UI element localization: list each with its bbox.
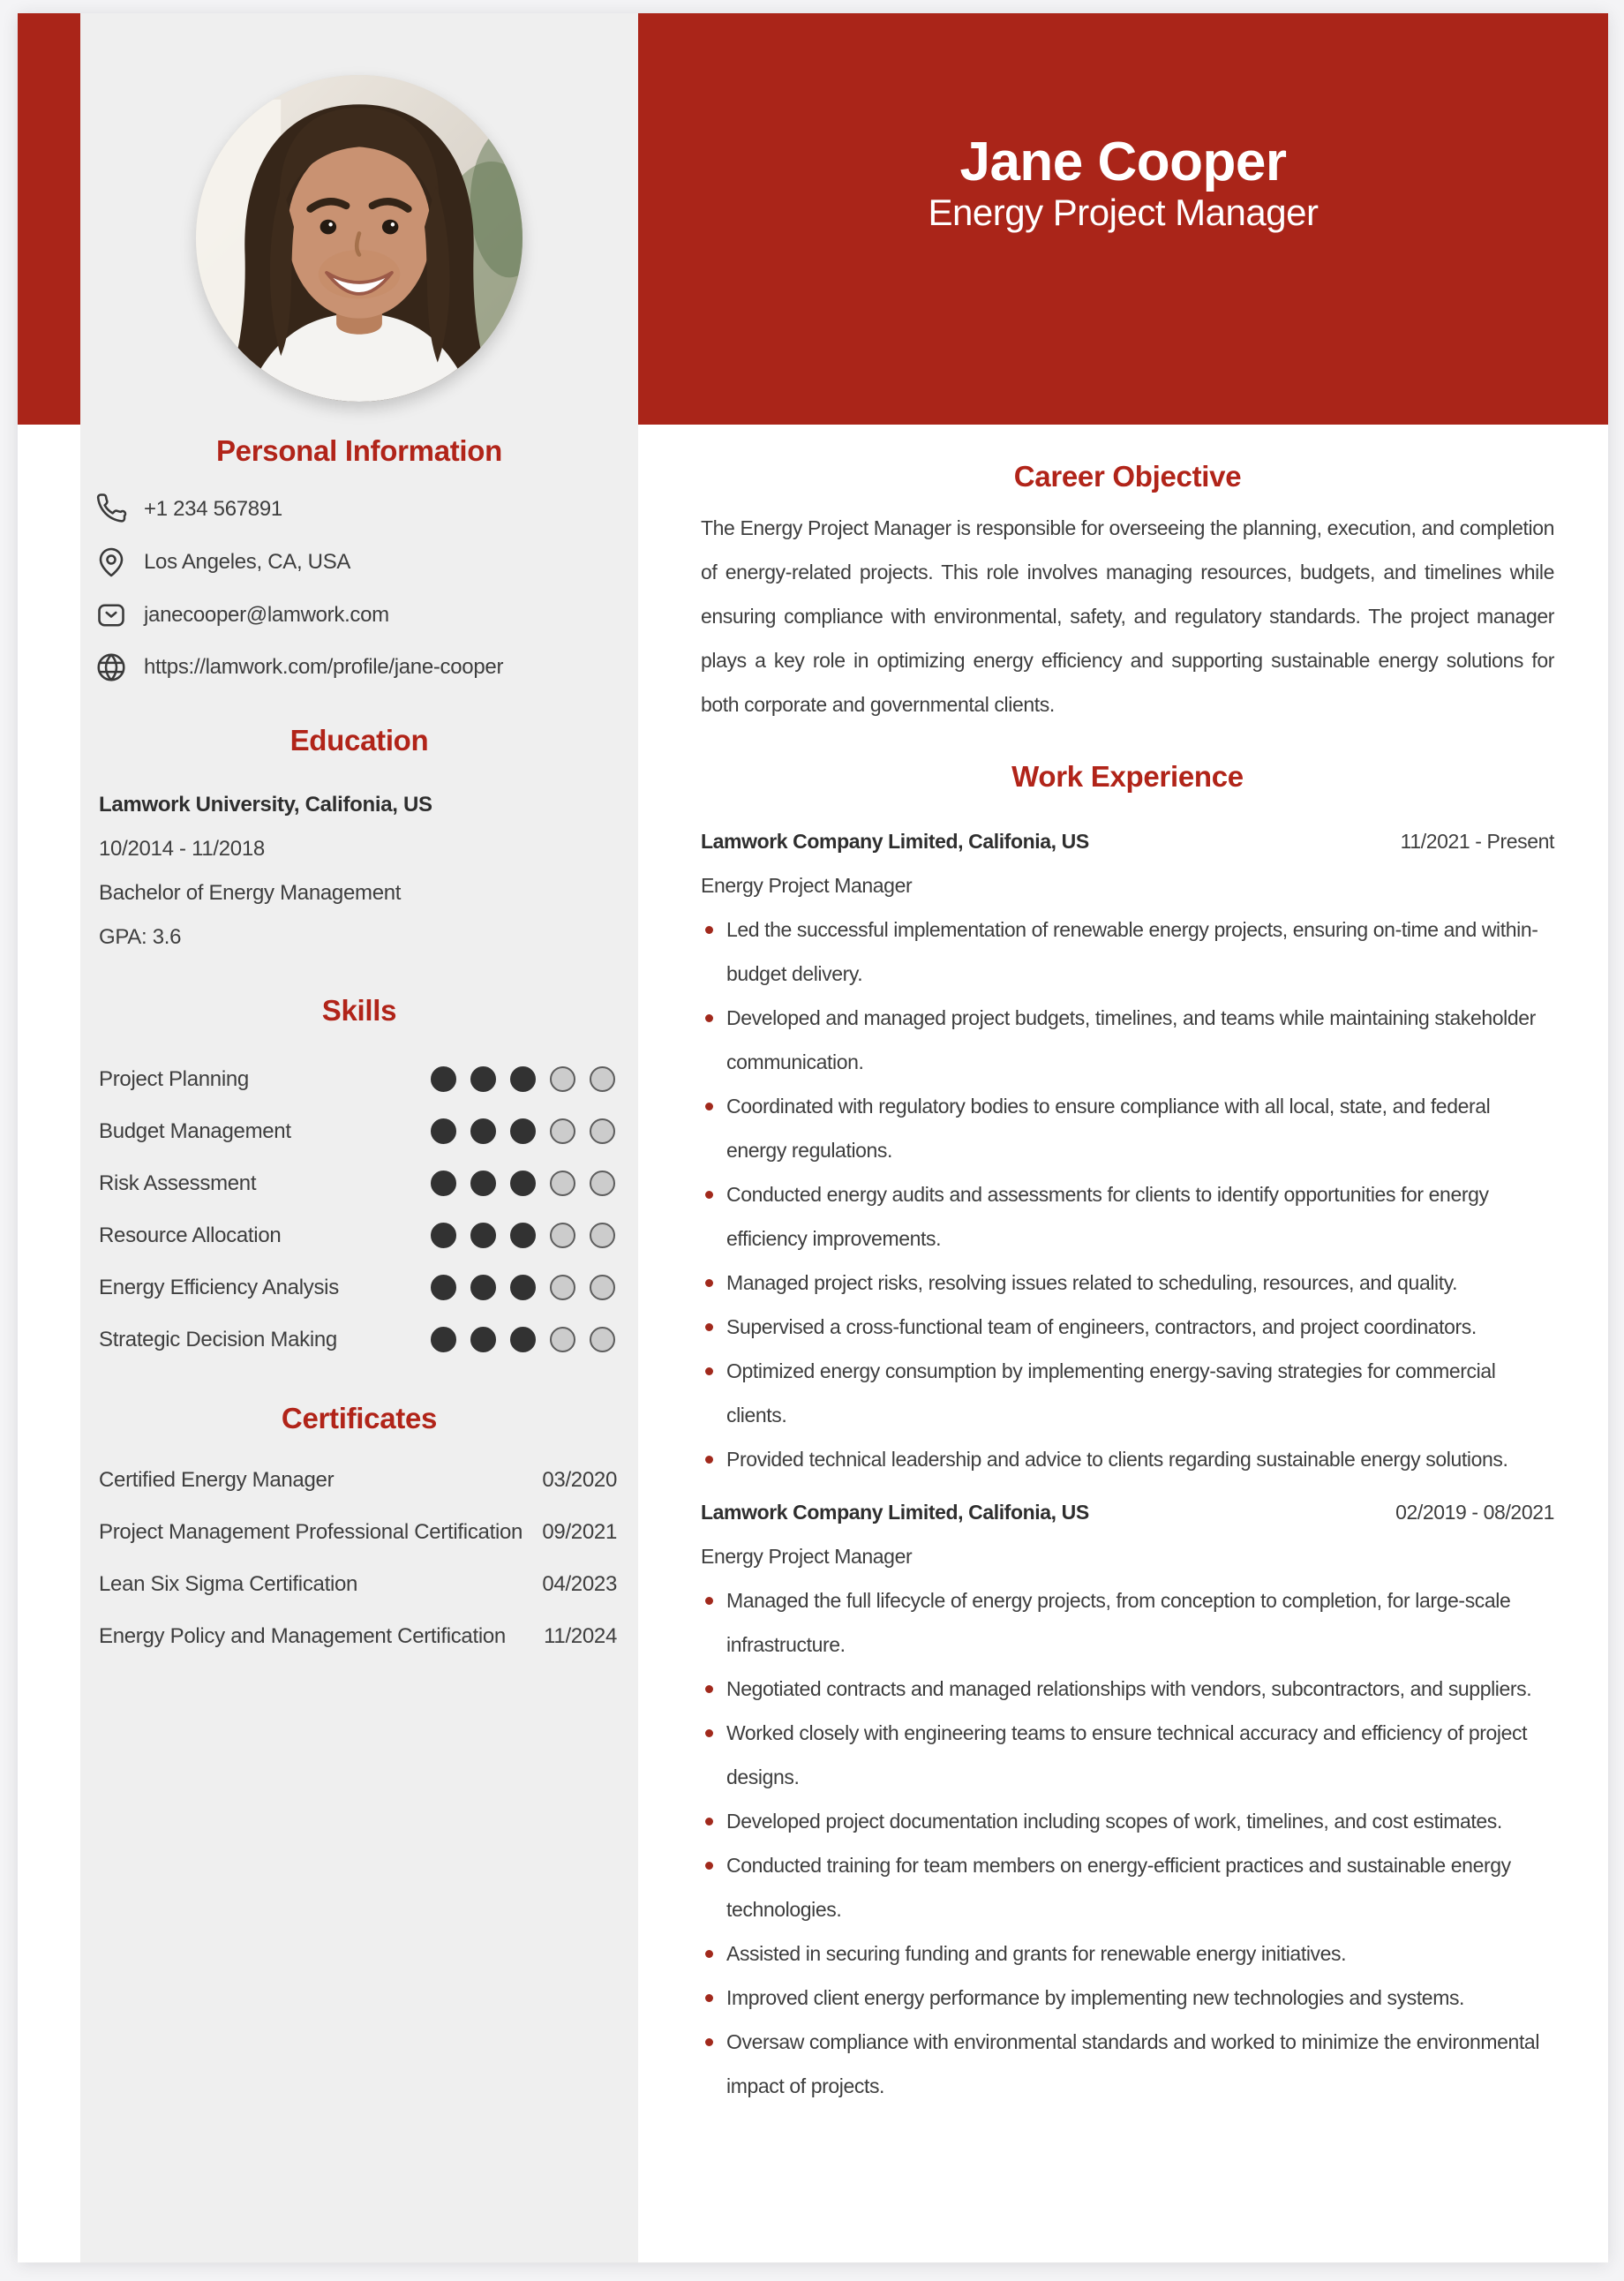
website-value: https://lamwork.com/profile/jane-cooper	[144, 655, 504, 679]
phone-row	[95, 492, 615, 527]
skill-dot-filled	[431, 1066, 456, 1092]
job-entry	[701, 1490, 1554, 2108]
job-bullet: Developed and managed project budgets, timelines, and teams while maintaining stakeholder communication.	[701, 996, 1554, 1084]
skill-dot-empty	[590, 1327, 615, 1352]
job-entry	[701, 819, 1554, 1481]
job-bullet: Developed project documentation including scopes of work, timelines, and cost estimates.	[701, 1799, 1554, 1843]
job-bullet: Optimized energy consumption by implementing energy-saving strategies for commercial clients.	[701, 1349, 1554, 1437]
location-value: Los Angeles, CA, USA	[144, 550, 351, 574]
job-bullet: Conducted training for team members on energy-efficient practices and sustainable energy technologies.	[701, 1843, 1554, 1931]
skill-dot-filled	[470, 1066, 496, 1092]
job-bullet: Conducted energy audits and assessments for clients to identify opportunities for energy efficiency improvements.	[701, 1172, 1554, 1261]
skill-dot-empty	[590, 1171, 615, 1196]
skill-dot-empty	[550, 1223, 575, 1248]
skill-level-dots	[431, 1118, 615, 1144]
certificate-name: Certified Energy Manager	[99, 1467, 335, 1492]
certificate-date: 11/2024	[544, 1623, 617, 1648]
career-objective-text: The Energy Project Manager is responsible for overseeing the planning, execution, and completion of energy-related projects. This role involves managing resources, budgets, and timelines while ensuring compliance with environmental, safety, and regulatory standards. The project manager plays a key role in optimizing energy efficiency and supporting sustainable energy solutions for both corporate and governmental clients.	[701, 516, 1554, 716]
certificate-date: 03/2020	[542, 1467, 617, 1492]
email-value: janecooper@lamwork.com	[144, 603, 389, 627]
education-gpa: GPA: 3.6	[99, 925, 182, 949]
job-role: Energy Project Manager	[701, 1545, 913, 1568]
skill-row	[99, 1105, 615, 1157]
skill-dot-filled	[510, 1327, 536, 1352]
skill-dot-filled	[431, 1275, 456, 1300]
phone-value: +1 234 567891	[144, 497, 282, 521]
skill-dot-filled	[510, 1066, 536, 1092]
job-bullet-list	[701, 1578, 1554, 2108]
skill-dot-filled	[431, 1327, 456, 1352]
skills-list	[99, 1053, 615, 1366]
skill-name: Project Planning	[99, 1066, 249, 1091]
skill-dot-filled	[470, 1223, 496, 1248]
skill-dot-filled	[510, 1223, 536, 1248]
certificate-name: Project Management Professional Certification	[99, 1519, 523, 1544]
work-experience-heading: Work Experience	[1011, 760, 1244, 793]
skill-level-dots	[431, 1066, 615, 1092]
skill-dot-empty	[590, 1275, 615, 1300]
education-school: Lamwork University, Califonia, US	[99, 793, 432, 817]
career-objective-heading: Career Objective	[1013, 460, 1242, 493]
skill-dot-filled	[470, 1171, 496, 1196]
header-band	[638, 13, 1608, 425]
skill-dot-empty	[590, 1066, 615, 1092]
job-bullet: Oversaw compliance with environmental standards and worked to minimize the environmental impact of projects.	[701, 2020, 1554, 2108]
job-dates: 02/2019 - 08/2021	[1395, 1501, 1554, 1524]
resume-page	[18, 13, 1608, 2262]
job-bullet: Supervised a cross-functional team of engineers, contractors, and project coordinators.	[701, 1305, 1554, 1349]
location-row	[95, 545, 615, 580]
job-dates: 11/2021 - Present	[1400, 830, 1554, 853]
skill-dot-filled	[510, 1118, 536, 1144]
certificate-name: Lean Six Sigma Certification	[99, 1571, 358, 1596]
skill-dot-empty	[550, 1275, 575, 1300]
job-bullet: Assisted in securing funding and grants for renewable energy initiatives.	[701, 1931, 1554, 1976]
skill-dot-filled	[510, 1275, 536, 1300]
job-bullet: Led the successful implementation of renewable energy projects, ensuring on-time and within-budget delivery.	[701, 907, 1554, 996]
job-bullet: Improved client energy performance by implementing new technologies and systems.	[701, 1976, 1554, 2020]
job-company: Lamwork Company Limited, Califonia, US	[701, 830, 1089, 853]
portrait-illustration	[196, 75, 523, 402]
skills-heading: Skills	[321, 994, 397, 1027]
skill-name: Energy Efficiency Analysis	[99, 1275, 339, 1299]
skill-name: Budget Management	[99, 1118, 291, 1143]
certificates-list	[99, 1454, 617, 1662]
skill-row	[99, 1209, 615, 1261]
sidebar	[80, 13, 638, 2262]
email-row	[95, 598, 615, 633]
person-name: Jane Cooper	[959, 132, 1287, 192]
job-bullet-list	[701, 907, 1554, 1481]
skill-dot-filled	[470, 1275, 496, 1300]
job-bullet: Worked closely with engineering teams to ensure technical accuracy and efficiency of project designs.	[701, 1711, 1554, 1799]
job-bullet: Managed project risks, resolving issues related to scheduling, resources, and quality.	[701, 1261, 1554, 1305]
skill-dot-empty	[550, 1118, 575, 1144]
skill-name: Risk Assessment	[99, 1171, 257, 1195]
certificate-row	[99, 1558, 617, 1610]
certificate-row	[99, 1506, 617, 1558]
education-degree: Bachelor of Energy Management	[99, 881, 402, 905]
education-heading: Education	[289, 724, 429, 757]
education-dates: 10/2014 - 11/2018	[99, 837, 265, 861]
skill-dot-empty	[590, 1118, 615, 1144]
skill-level-dots	[431, 1327, 615, 1352]
job-bullet: Negotiated contracts and managed relationships with vendors, subcontractors, and suppliers.	[701, 1667, 1554, 1711]
job-bullet: Coordinated with regulatory bodies to ensure compliance with all local, state, and federal energy regulations.	[701, 1084, 1554, 1172]
certificate-row	[99, 1610, 617, 1662]
skill-dot-filled	[431, 1118, 456, 1144]
certificate-name: Energy Policy and Management Certification	[99, 1623, 506, 1648]
person-title: Energy Project Manager	[928, 192, 1319, 233]
skill-name: Resource Allocation	[99, 1223, 282, 1247]
skill-dot-empty	[550, 1066, 575, 1092]
skill-dot-filled	[470, 1327, 496, 1352]
job-header	[701, 819, 1554, 863]
job-header	[701, 1490, 1554, 1534]
job-bullet: Provided technical leadership and advice to clients regarding sustainable energy solutions.	[701, 1437, 1554, 1481]
skill-dot-empty	[550, 1171, 575, 1196]
skill-dot-empty	[590, 1223, 615, 1248]
globe-icon	[95, 651, 127, 683]
education-entry	[99, 783, 615, 960]
email-icon	[95, 599, 127, 631]
certificates-heading: Certificates	[281, 1402, 438, 1434]
main-content	[638, 425, 1608, 2108]
skill-name: Strategic Decision Making	[99, 1327, 337, 1351]
left-accent-bar	[18, 13, 80, 425]
skill-dot-filled	[510, 1171, 536, 1196]
skill-row	[99, 1053, 615, 1105]
job-company: Lamwork Company Limited, Califonia, US	[701, 1501, 1089, 1524]
skill-dot-filled	[431, 1223, 456, 1248]
job-bullet: Managed the full lifecycle of energy projects, from conception to completion, for large-scale infrastructure.	[701, 1578, 1554, 1667]
skill-dot-filled	[431, 1171, 456, 1196]
skill-row	[99, 1261, 615, 1314]
skill-level-dots	[431, 1275, 615, 1300]
certificate-row	[99, 1454, 617, 1506]
skill-level-dots	[431, 1223, 615, 1248]
skill-level-dots	[431, 1171, 615, 1196]
personal-information-heading: Personal Information	[215, 434, 503, 467]
certificate-date: 09/2021	[542, 1519, 617, 1544]
skill-row	[99, 1157, 615, 1209]
profile-photo	[196, 75, 523, 402]
skill-row	[99, 1314, 615, 1366]
location-icon	[95, 546, 127, 578]
skill-dot-filled	[470, 1118, 496, 1144]
job-role: Energy Project Manager	[701, 874, 913, 897]
phone-icon	[95, 493, 127, 525]
skill-dot-empty	[550, 1327, 575, 1352]
website-row	[95, 650, 615, 685]
certificate-date: 04/2023	[542, 1571, 617, 1596]
